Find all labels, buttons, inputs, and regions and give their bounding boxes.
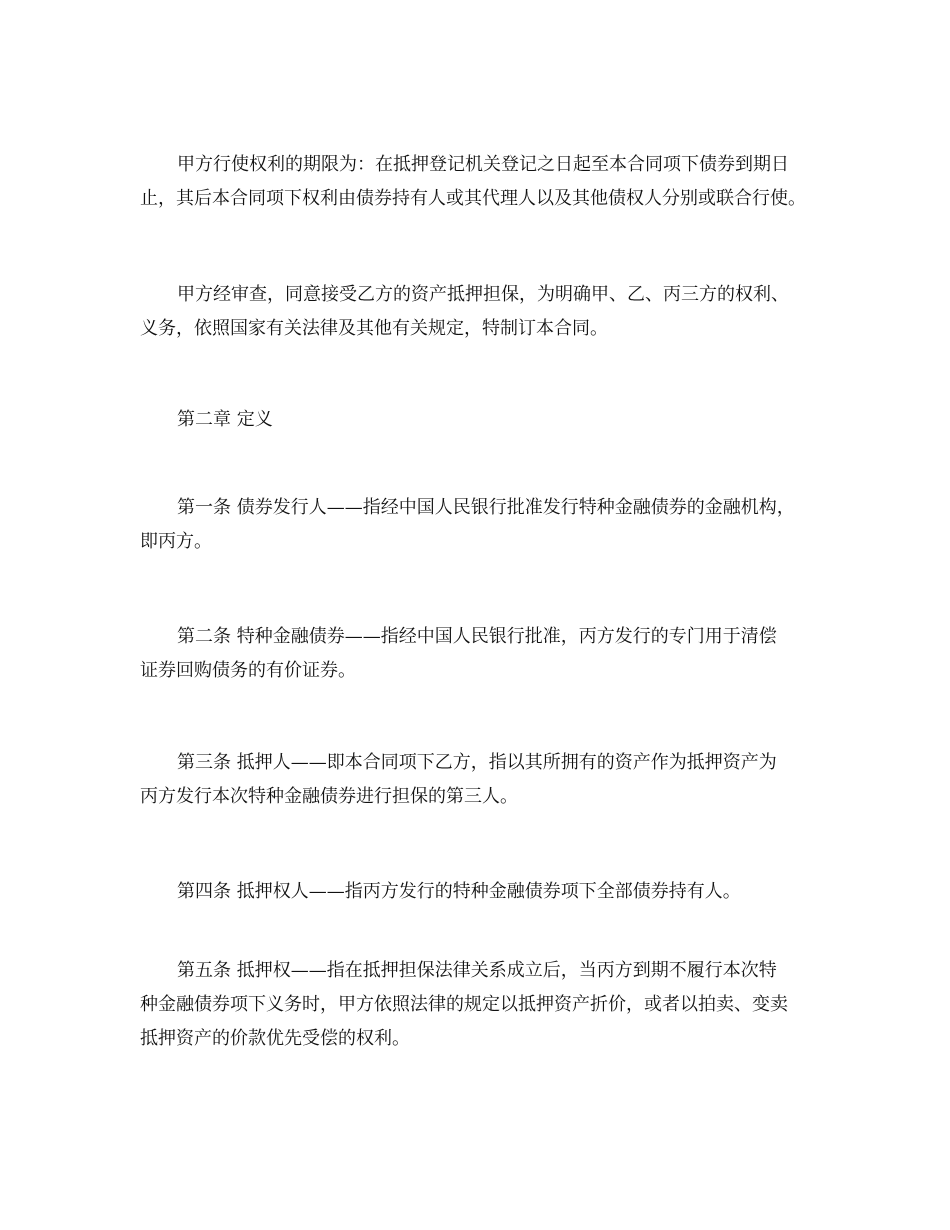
- paragraph-line: 第三条 抵押人——即本合同项下乙方，指以其所拥有的资产作为抵押资产为: [177, 752, 777, 773]
- paragraph-line: 止，其后本合同项下权利由债券持有人或其代理人以及其他债权人分别或联合行使。: [140, 188, 806, 209]
- paragraph-line: 第四条 抵押权人——指丙方发行的特种金融债券项下全部债券持有人。: [177, 881, 741, 902]
- paragraph-line: 甲方行使权利的期限为：在抵押登记机关登记之日起至本合同项下债券到期日: [177, 154, 789, 175]
- article-5: [140, 954, 820, 1056]
- paragraph-line: 义务，依照国家有关法律及其他有关规定，特制订本合同。: [140, 318, 608, 339]
- paragraph-line: 甲方经审查，同意接受乙方的资产抵押担保，为明确甲、乙、丙三方的权利、: [177, 284, 789, 305]
- chapter-title: 第二章 定义: [177, 409, 273, 430]
- paragraph-line: 种金融债券项下义务时，甲方依照法律的规定以抵押资产折价，或者以拍卖、变卖: [140, 994, 788, 1015]
- paragraph-line: 第一条 债券发行人——指经中国人民银行批准发行特种金融债券的金融机构，: [177, 497, 795, 518]
- paragraph-line: 证券回购债务的有价证券。: [140, 660, 356, 681]
- paragraph-line: 即丙方。: [140, 531, 212, 552]
- article-3: [140, 746, 820, 814]
- paragraph-line: 抵押资产的价款优先受偿的权利。: [140, 1028, 410, 1049]
- article-1: [140, 491, 820, 559]
- paragraph-review-consent: [140, 278, 820, 346]
- paragraph-exercise-period: [140, 148, 820, 216]
- chapter-heading: [140, 403, 820, 437]
- article-4: [140, 875, 820, 909]
- paragraph-line: 第二条 特种金融债券——指经中国人民银行批准，丙方发行的专门用于清偿: [177, 626, 777, 647]
- article-2: [140, 620, 820, 688]
- paragraph-line: 丙方发行本次特种金融债券进行担保的第三人。: [140, 786, 518, 807]
- paragraph-line: 第五条 抵押权——指在抵押担保法律关系成立后，当丙方到期不履行本次特: [177, 960, 777, 981]
